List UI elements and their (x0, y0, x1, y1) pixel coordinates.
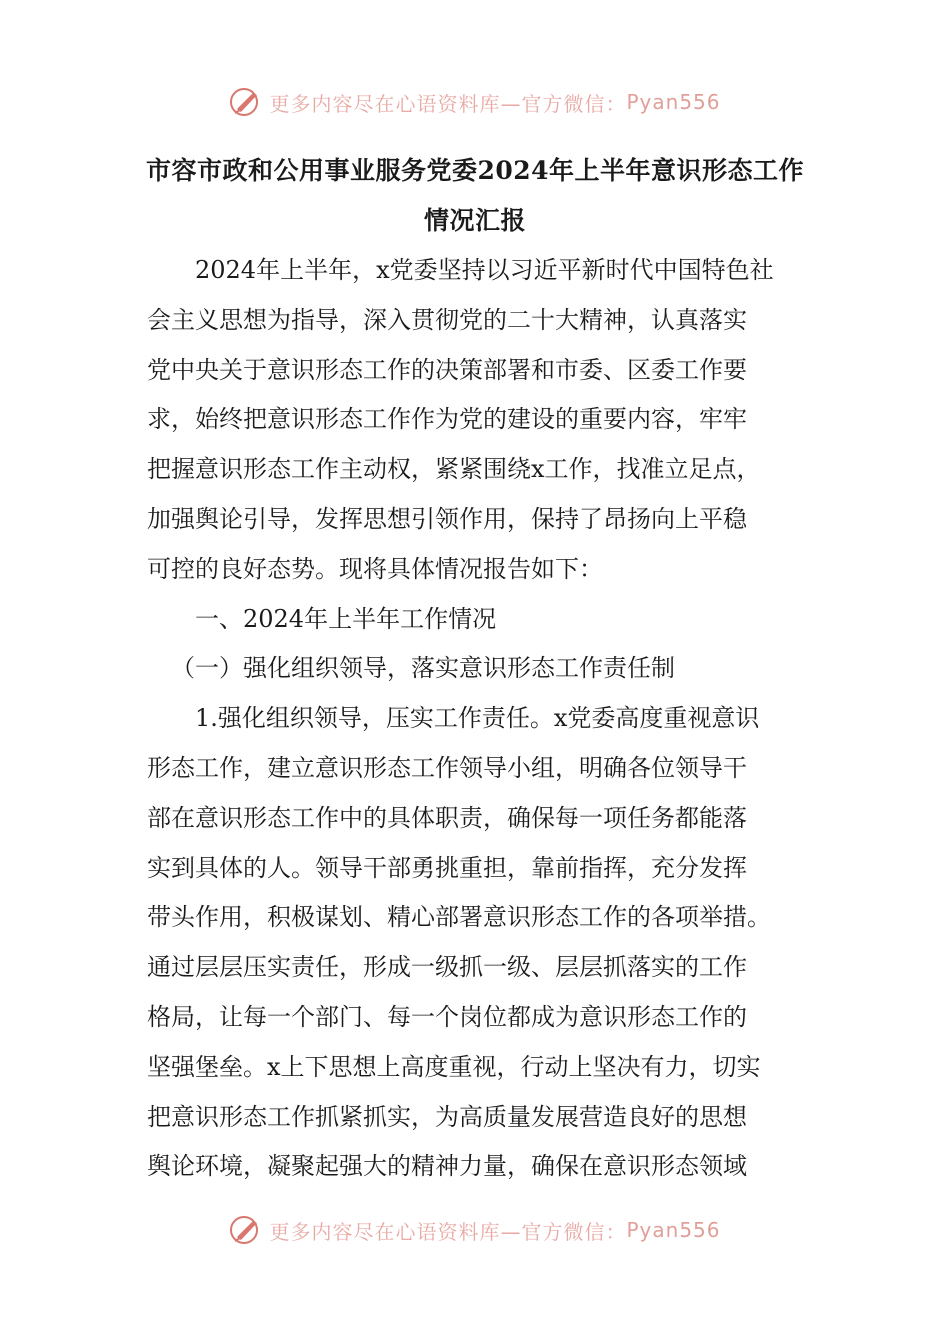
body-line: 把意识形态工作抓紧抓实，为高质量发展营造良好的思想 (147, 1102, 747, 1131)
body-line: 形态工作，建立意识形态工作领导小组，明确各位领导干 (147, 753, 747, 782)
watermark-banner-bottom (0, 1210, 950, 1250)
document-title-line-2: 情况汇报 (423, 206, 526, 235)
watermark-text: 更多内容尽在心语资料库—官方微信： (269, 1219, 627, 1244)
body-line: 带头作用，积极谋划、精心部署意识形态工作的各项举措。 (147, 903, 771, 932)
pen-circle-icon (229, 85, 263, 119)
body-line: 可控的良好态势。现将具体情况报告如下： (147, 554, 603, 583)
body-line: 会主义思想为指导，深入贯彻党的二十大精神，认真落实 (147, 305, 747, 334)
watermark-text: 更多内容尽在心语资料库—官方微信： (269, 91, 627, 116)
body-line: 舆论环境，凝聚起强大的精神力量，确保在意识形态领域 (147, 1152, 747, 1181)
watermark-banner-top (0, 82, 950, 122)
body-line: 格局，让每一个部门、每一个岗位都成为意识形态工作的 (147, 1002, 747, 1031)
body-line: 把握意识形态工作主动权，紧紧围绕x工作，找准立足点， (147, 455, 761, 484)
document-title-line-1: 市容市政和公用事业服务党委2024年上半年意识形态工作 (145, 156, 805, 185)
body-line: 加强舆论引导，发挥思想引领作用，保持了昂扬向上平稳 (147, 504, 747, 533)
body-line: 1.强化组织领导，压实工作责任。x党委高度重视意识 (195, 704, 760, 733)
body-line: 坚强堡垒。x上下思想上高度重视，行动上坚决有力，切实 (147, 1052, 761, 1081)
body-line: 求，始终把意识形态工作作为党的建设的重要内容，牢牢 (147, 405, 747, 434)
body-line: 部在意识形态工作中的具体职责，确保每一项任务都能落 (147, 803, 747, 832)
body-line: 党中央关于意识形态工作的决策部署和市委、区委工作要 (147, 355, 747, 384)
pen-circle-icon (229, 1213, 263, 1247)
watermark-wechat: Pyan556 (626, 1218, 721, 1242)
body-line: 通过层层压实责任，形成一级抓一级、层层抓落实的工作 (147, 953, 747, 982)
watermark-wechat: Pyan556 (626, 90, 721, 114)
section-heading: 一、2024年上半年工作情况 (195, 604, 497, 633)
body-line: 2024年上半年，x党委坚持以习近平新时代中国特色社 (195, 256, 774, 284)
subsection-heading: （一）强化组织领导，落实意识形态工作责任制 (171, 654, 675, 683)
body-line: 实到具体的人。领导干部勇挑重担，靠前指挥，充分发挥 (147, 853, 747, 882)
document-body (147, 246, 807, 1192)
